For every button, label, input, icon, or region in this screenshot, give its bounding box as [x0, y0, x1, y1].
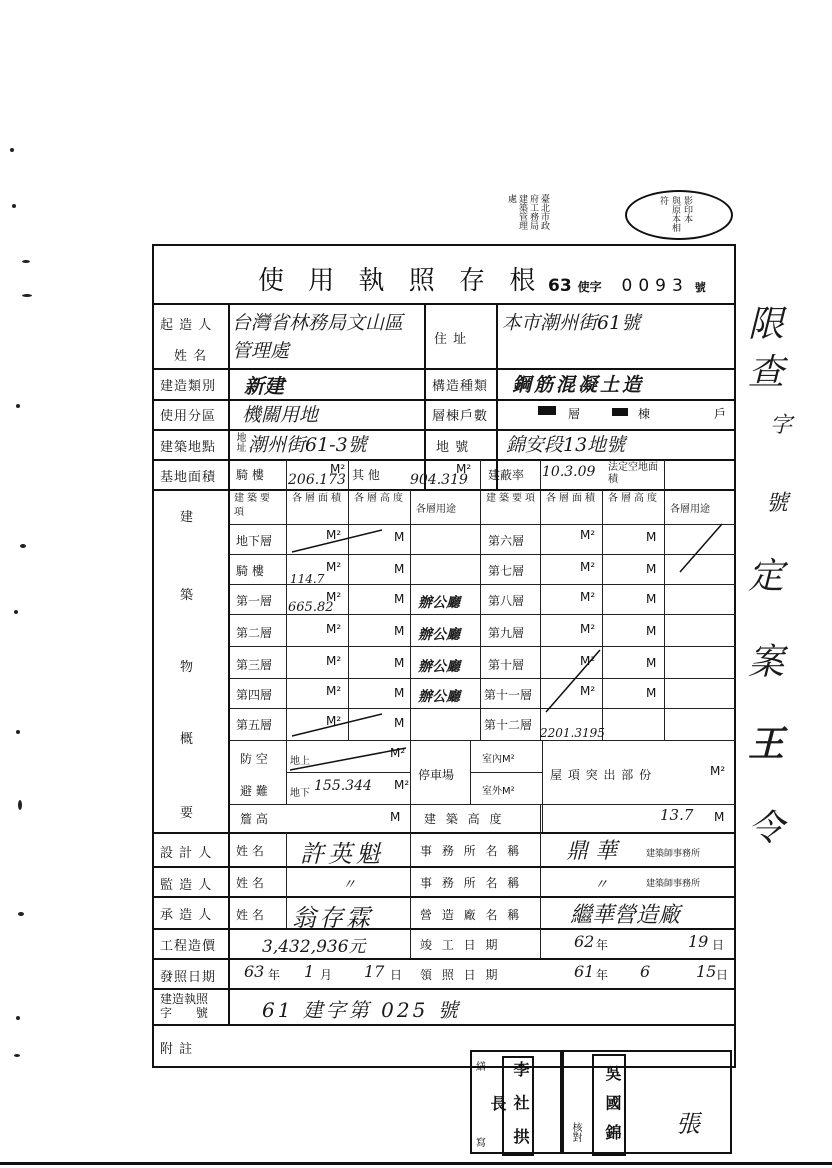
- unitm-l5: M: [394, 686, 405, 700]
- unitm-l3: M: [394, 624, 405, 638]
- margin-mark-2: 字: [770, 413, 793, 438]
- hdr-item-left: 建築要項: [234, 493, 273, 518]
- check-tag: 核對: [570, 1122, 581, 1142]
- bldg-height-unit: M: [714, 810, 725, 824]
- floor-left-5: 第四層: [236, 688, 273, 702]
- supervisor-name-label: 姓 名: [236, 876, 264, 890]
- site-label: 建築地點: [160, 440, 217, 455]
- bldg-unit: 棟: [638, 407, 651, 421]
- receive-year-unit: 年: [596, 968, 609, 982]
- floor-left-4: 第三層: [236, 658, 273, 672]
- hdr-use-right: 各層用途: [670, 504, 710, 515]
- scan-speck: [14, 1054, 20, 1057]
- left-use-5: 辦公廳: [418, 689, 460, 705]
- side-char-5: 要: [180, 806, 194, 821]
- margin-mark-6: 王: [748, 723, 785, 765]
- scan-speck: [18, 800, 22, 810]
- serial-year: 63: [548, 276, 572, 296]
- coverage-value: 10.3.09: [542, 464, 596, 480]
- floor-left-0: 地下層: [236, 534, 273, 548]
- category-value: 新建: [244, 374, 284, 398]
- unitm-r4: M: [646, 656, 657, 670]
- lot-value: 錦安段13地號: [506, 434, 626, 456]
- floor-left-1: 騎 樓: [236, 564, 264, 578]
- floor-right-0: 第六層: [488, 534, 525, 548]
- issue-day: 17: [364, 962, 385, 981]
- floor-right-4: 第十層: [488, 658, 525, 672]
- floor-left-3: 第二層: [236, 626, 273, 640]
- supervisor-office-tail: 建築師事務所: [646, 879, 701, 889]
- floors-label: 層棟戶數: [432, 409, 489, 424]
- finish-year-unit: 年: [596, 938, 609, 952]
- bldg-height-value: 13.7: [660, 806, 694, 824]
- serial-suffix: 號: [694, 281, 706, 294]
- right-value-6: 2201.3195: [540, 726, 605, 740]
- supervisor-office-label: 事 務 所 名 稱: [420, 876, 523, 890]
- supervisor-label: 監 造 人: [160, 878, 213, 893]
- roof-unit: M²: [710, 764, 726, 778]
- unitm-r0: M: [646, 530, 657, 544]
- other-value: 904.319: [410, 472, 468, 488]
- scan-speck: [16, 1016, 20, 1020]
- owner-name-2: 管理處: [232, 340, 290, 362]
- evac-label: 避 難: [240, 784, 268, 798]
- issue-label: 發照日期: [160, 970, 217, 985]
- scan-speck: [16, 730, 20, 734]
- scan-speck: [16, 404, 20, 408]
- unit-r3: M²: [580, 622, 596, 636]
- stamp-line-2: 建築管理處: [506, 194, 527, 230]
- unit-r2: M²: [580, 590, 596, 604]
- issue-year-unit: 年: [268, 968, 281, 982]
- scan-bottom-edge: [0, 1162, 832, 1165]
- zone-value: 機關用地: [242, 404, 319, 426]
- left-use-4: 辦公廳: [418, 659, 460, 675]
- site-value: 潮州街61-3號: [248, 434, 367, 456]
- receive-day: 15: [696, 962, 717, 981]
- below-value: 155.344: [314, 778, 372, 794]
- site-prefix: 地址: [234, 432, 245, 452]
- note-label: 附 註: [160, 1042, 194, 1057]
- issue-month-unit: 月: [320, 968, 333, 982]
- side-char-3: 物: [180, 660, 194, 675]
- supervisor-office: 〃: [594, 877, 608, 893]
- unitm-r2: M: [646, 592, 657, 606]
- outdoor-text: 室外: [482, 786, 502, 797]
- shelter-label: 防 空: [240, 752, 268, 766]
- unit-r0: M²: [580, 528, 596, 542]
- category-label: 建造類別: [160, 379, 217, 394]
- side-char-4: 概: [180, 732, 194, 747]
- parking-label: 停車場: [418, 768, 455, 782]
- receive-year: 61: [574, 962, 595, 981]
- supervisor-name: 〃: [342, 877, 356, 893]
- seal-line-1: 影印本: [682, 196, 692, 223]
- address-label: 住 址: [434, 332, 468, 347]
- hdr-use-left: 各層用途: [416, 504, 456, 515]
- scan-speck: [20, 544, 26, 548]
- floor-right-5: 第十一層: [484, 688, 533, 702]
- floor-right-6: 第十二層: [484, 718, 533, 732]
- floor-right-1: 第七層: [488, 564, 525, 578]
- unitm-r5: M: [646, 686, 657, 700]
- lot-label: 地 號: [436, 440, 470, 455]
- unit-l1: M²: [326, 560, 342, 574]
- margin-mark-5: 案: [748, 642, 785, 683]
- floors-unit: 層: [568, 407, 581, 421]
- indoor-text: 室內: [482, 754, 502, 765]
- scan-speck: [22, 260, 30, 263]
- approver-seal: 李 社 拱 長: [502, 1056, 534, 1156]
- cost-value: 3,432,936元: [262, 937, 366, 957]
- cost-label: 工程造價: [160, 939, 217, 954]
- unitm-l1: M: [394, 562, 405, 576]
- other-label: 其 他: [352, 468, 380, 482]
- floor-right-2: 第八層: [488, 594, 525, 608]
- address-value: 本市潮州街61號: [502, 312, 641, 334]
- finish-year: 62: [574, 932, 595, 951]
- permit-label-2: 字 號: [160, 1006, 218, 1020]
- unitm-l0: M: [394, 530, 405, 544]
- hdr-height-right: 各層高度: [608, 493, 660, 504]
- permit-label: [160, 992, 218, 1020]
- hdr-area-left: 各層面積: [292, 493, 344, 504]
- household-unit: 戶: [714, 407, 727, 421]
- margin-mark-0: 限: [748, 304, 785, 345]
- structure-label: 構造種類: [432, 379, 489, 394]
- area-label: 基地面積: [160, 470, 217, 485]
- outdoor-unit: M²: [502, 786, 515, 797]
- owner-label-1: 起 造 人: [160, 318, 213, 333]
- eave-unit: M: [390, 810, 401, 824]
- margin-mark-3: 號: [766, 491, 789, 516]
- floor-left-6: 第五層: [236, 718, 273, 732]
- openspace-label: 法定空地面積: [608, 462, 658, 485]
- unit-l2: M²: [326, 590, 342, 604]
- unitm-l6: M: [394, 716, 405, 730]
- unit-r4: M²: [580, 654, 596, 668]
- structure-value: 鋼筋混凝土造: [512, 374, 645, 396]
- contractor-office: 繼華營造廠: [570, 903, 681, 928]
- scan-speck: [12, 204, 16, 208]
- contractor-name: 翁存霖: [292, 904, 373, 932]
- hdr-area-right: 各層面積: [546, 493, 598, 504]
- side-seal: 張: [676, 1110, 700, 1138]
- designer-label: 設 計 人: [160, 846, 213, 861]
- box-tag-bottom: 寫: [476, 1138, 486, 1149]
- margin-mark-4: 定: [748, 556, 785, 597]
- contractor-name-label: 姓 名: [236, 908, 264, 922]
- eave-label: 簷 高: [240, 812, 268, 826]
- receive-month: 6: [640, 962, 651, 981]
- arcade-unit: M²: [330, 462, 346, 476]
- above-unit: M²: [390, 746, 406, 760]
- designer-office-tail: 建築師事務所: [646, 849, 701, 859]
- below-unit: M²: [394, 778, 410, 792]
- margin-mark-1: 查: [748, 352, 785, 393]
- finish-day: 19: [688, 932, 709, 951]
- form-title: 使 用 執 照 存 根: [258, 266, 544, 296]
- zone-label: 使用分區: [160, 409, 217, 424]
- owner-name-1: 台灣省林務局文山區: [232, 312, 404, 334]
- receive-label: 領 照 日 期: [420, 968, 501, 982]
- contractor-office-label: 營 造 廠 名 稱: [420, 908, 523, 922]
- left-use-2: 辦公廳: [418, 595, 460, 611]
- below-label: 地下: [290, 788, 310, 799]
- side-char-1: 建: [180, 510, 194, 525]
- scan-speck: [10, 148, 14, 152]
- arcade-value: 206.173: [288, 472, 346, 488]
- unit-l3: M²: [326, 622, 342, 636]
- checker-seal: 吳 國 錦: [592, 1054, 626, 1156]
- finish-label: 竣 工 日 期: [420, 938, 501, 952]
- left-value-1: 114.7: [290, 572, 325, 586]
- serial-num: 0093: [621, 276, 689, 296]
- seal-line-2: 與原本相符: [658, 196, 680, 232]
- unit-l5: M²: [326, 684, 342, 698]
- arcade-label: 騎 樓: [236, 468, 264, 482]
- issue-year: 63: [244, 962, 265, 981]
- unit-r5: M²: [580, 684, 596, 698]
- bldg-height-label: 建 築 高 度: [424, 812, 505, 826]
- unitm-r1: M: [646, 562, 657, 576]
- floor-right-3: 第九層: [488, 626, 525, 640]
- designer-name: 許英魁: [300, 840, 384, 868]
- designer-office: 鼎 華: [566, 839, 617, 864]
- unitm-l2: M: [394, 592, 405, 606]
- unit-l4: M²: [326, 654, 342, 668]
- side-char-2: 築: [180, 588, 194, 603]
- indoor-unit: M²: [502, 754, 515, 765]
- floor-left-2: 第一層: [236, 594, 273, 608]
- box-tag-top: 繕: [476, 1062, 486, 1073]
- left-use-3: 辦公廳: [418, 627, 460, 643]
- coverage-label: 建蔽率: [488, 468, 525, 482]
- finish-day-unit: 日: [712, 938, 725, 952]
- other-unit: M²: [456, 462, 472, 476]
- receive-day-unit: 日: [716, 968, 729, 982]
- scan-speck: [14, 610, 18, 614]
- issue-month: 1: [304, 962, 315, 981]
- scan-speck: [22, 294, 32, 297]
- designer-office-label: 事 務 所 名 稱: [420, 844, 523, 858]
- outdoor-label: [482, 782, 515, 797]
- hdr-item-right: 建築要項: [486, 493, 538, 504]
- unitm-l4: M: [394, 656, 405, 670]
- unitm-r3: M: [646, 624, 657, 638]
- approval-box-left: [470, 1050, 562, 1154]
- left-value-2: 665.82: [288, 600, 334, 615]
- unit-l0: M²: [326, 528, 342, 542]
- serial-char: 使字: [577, 280, 602, 294]
- designer-name-label: 姓 名: [236, 844, 264, 858]
- unit-r1: M²: [580, 560, 596, 574]
- unit-l6: M²: [326, 714, 342, 728]
- scan-speck: [18, 912, 24, 916]
- owner-label-2: 姓 名: [174, 349, 208, 364]
- contractor-label: 承 造 人: [160, 908, 213, 923]
- margin-mark-7: 令: [748, 808, 785, 849]
- permit-value: 61 建字第 025 號: [262, 998, 461, 1022]
- roof-label: 屋 項 突 出 部 份: [550, 768, 653, 782]
- indoor-label: [482, 750, 515, 765]
- stamp-line-1: 臺北市政府工務局: [528, 194, 549, 230]
- approval-box-right: [562, 1050, 732, 1154]
- hdr-height-left: 各層高度: [354, 493, 406, 504]
- permit-label-1: 建造執照: [160, 992, 209, 1006]
- issue-day-unit: 日: [390, 968, 403, 982]
- above-label: 地上: [290, 756, 310, 767]
